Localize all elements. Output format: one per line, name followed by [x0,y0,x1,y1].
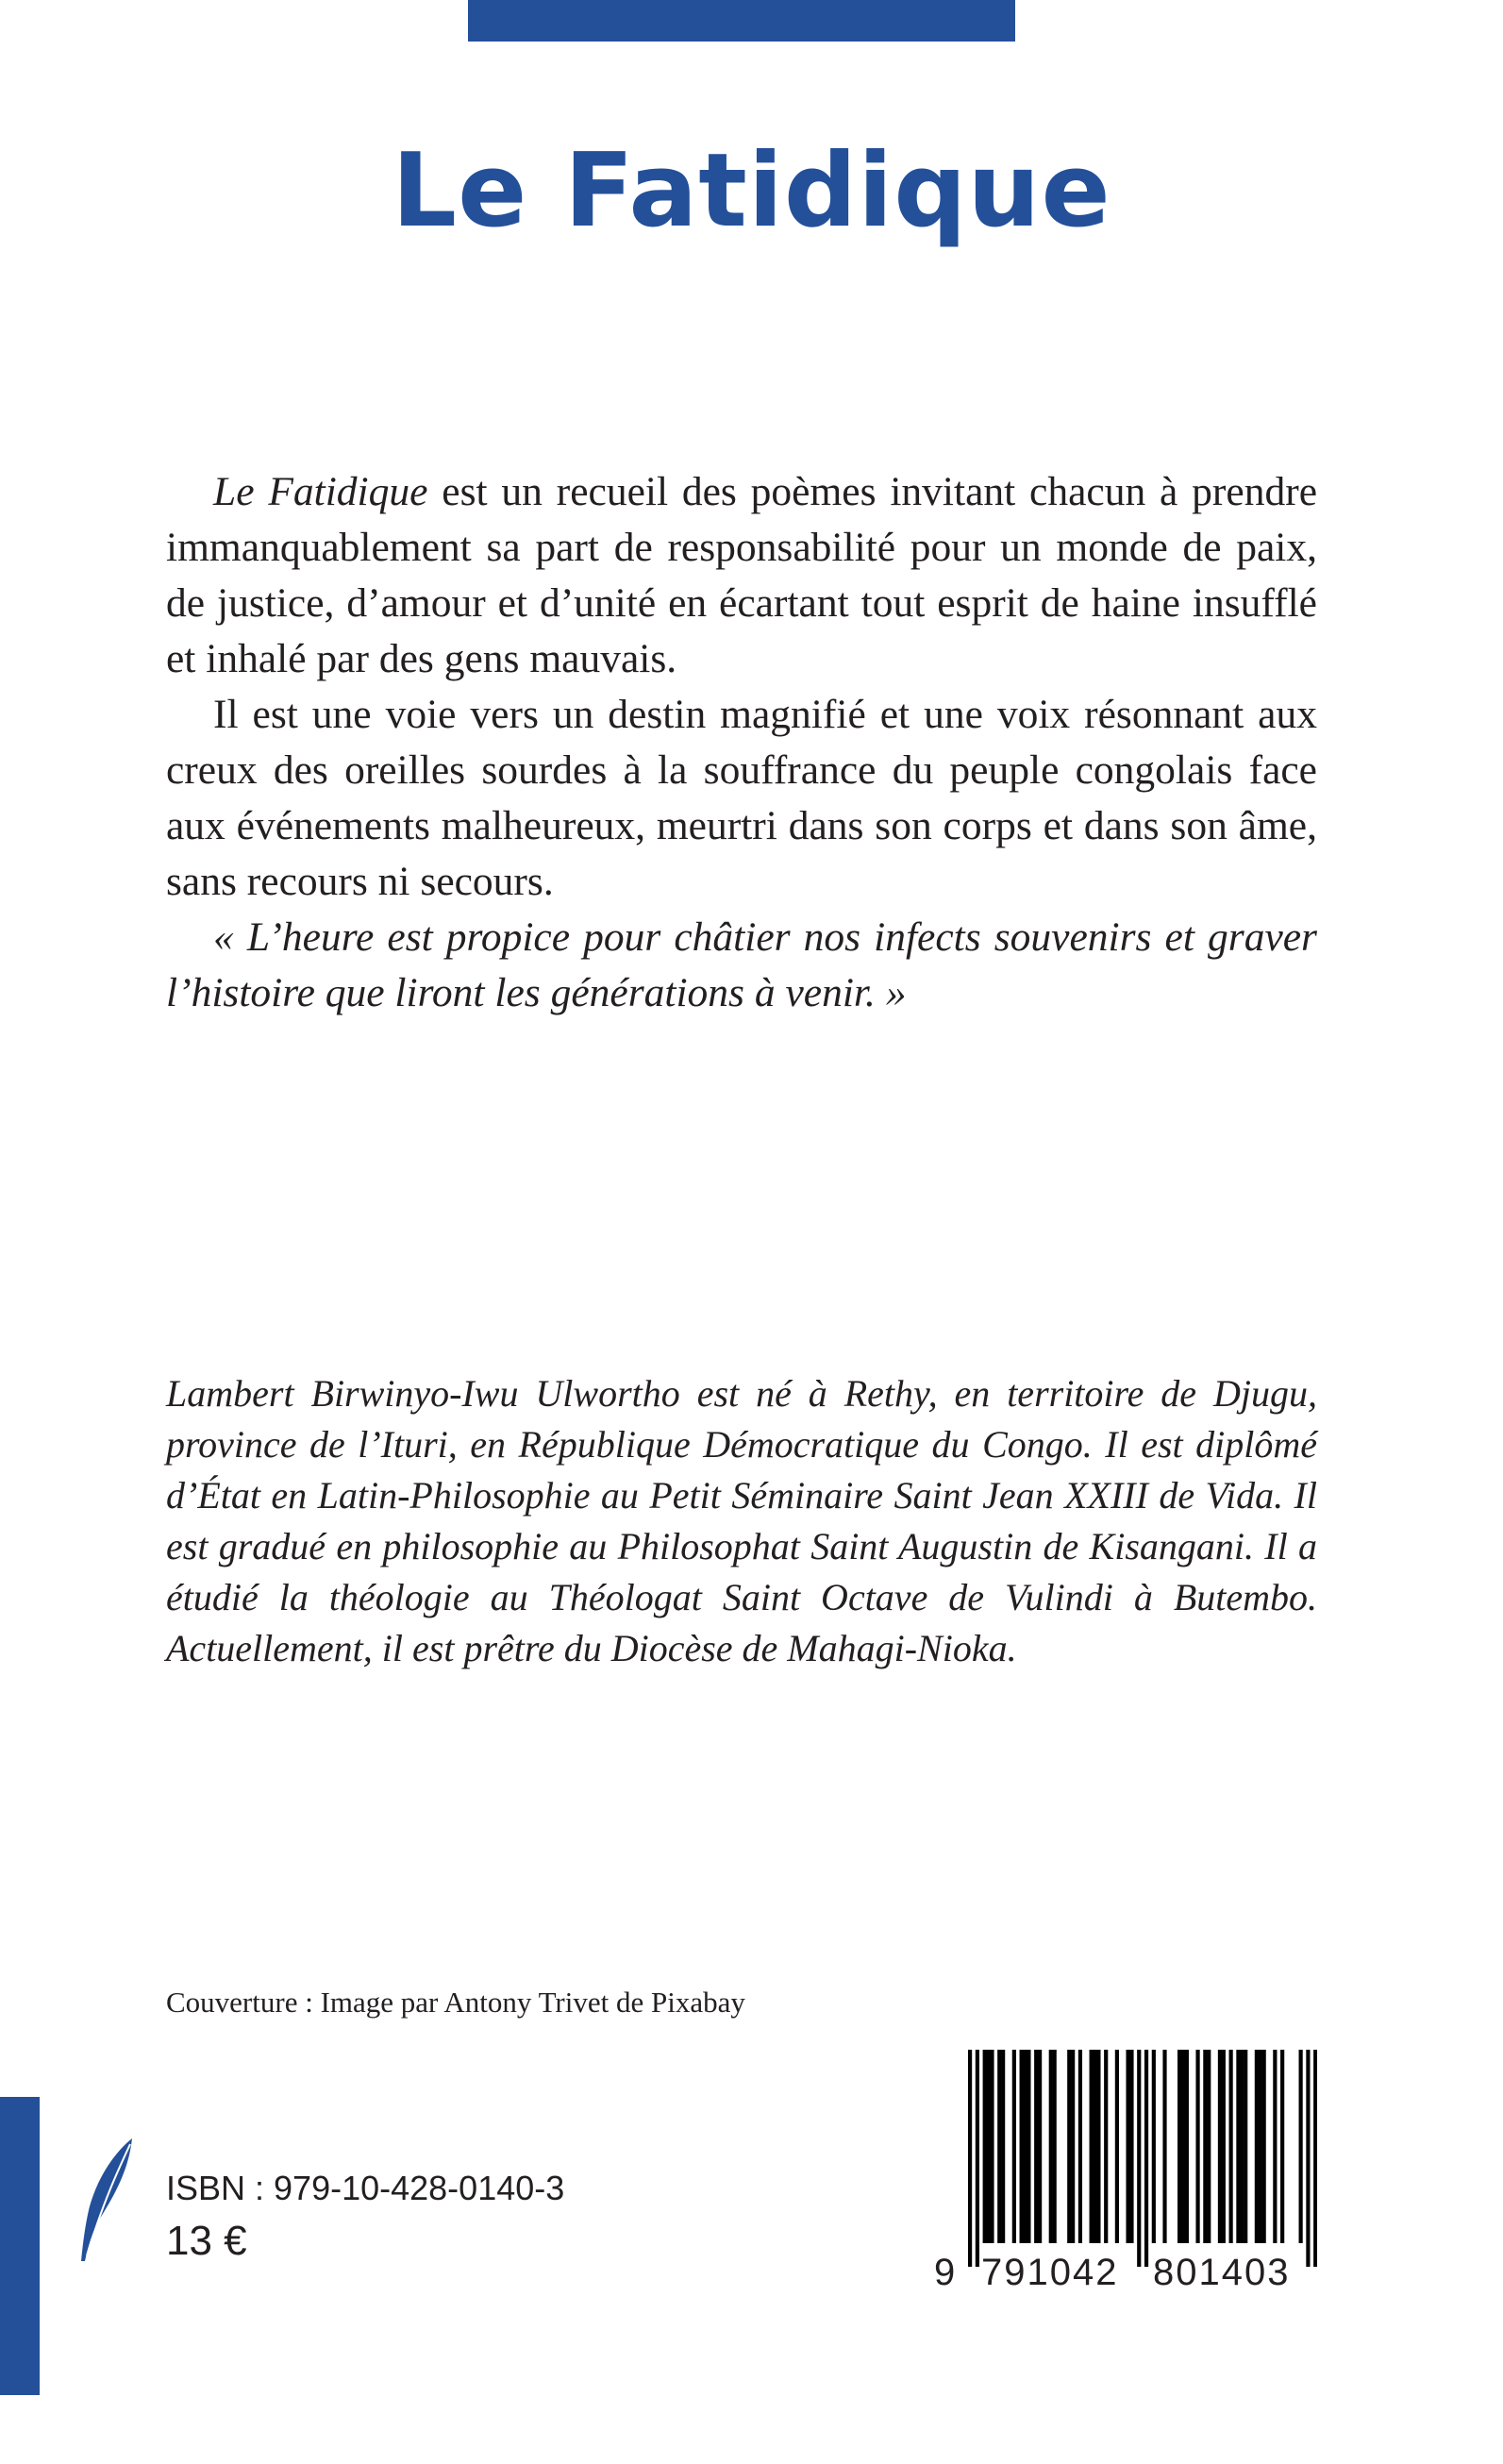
summary-paragraph-1 [166,464,1317,687]
barcode-bar [986,2050,990,2243]
barcode-bar [1096,2050,1100,2243]
barcode-guard-bar [1137,2050,1141,2267]
quill-icon [75,2135,142,2267]
barcode-bar [1020,2050,1024,2243]
barcode-guard-bar [1144,2050,1148,2267]
barcode-bar [1236,2050,1240,2243]
barcode-bar [990,2050,994,2243]
barcode-bar [1067,2050,1071,2243]
book-title: Le Fatidique [392,132,1111,250]
barcode-bar [1207,2050,1211,2243]
summary-quote: « L’heure est propice pour châtier nos infects souvenirs et graver l’histoire que liront les générations à venir. » [166,914,1317,1015]
summary-paragraph-1-text: est un recueil des poèmes invitant chacun à prendre immanquablement sa part de responsabilité pour un monde de paix, de justice, d’amour et d’unité en écartant tout esprit de haine insufflé et inhalé par des gens mauvais. [166,469,1317,681]
barcode-bar [1049,2050,1053,2243]
barcode-bar [1001,2050,1005,2243]
barcode-bar [1104,2050,1108,2243]
barcode-bar [1222,2050,1226,2243]
barcode-bar [997,2050,1001,2243]
barcode-guard-bar [1313,2050,1317,2267]
barcode-bar [1280,2050,1284,2243]
barcode-left-group: 791042 [981,2252,1119,2293]
barcode-bar [1181,2050,1185,2243]
barcode-first-digit: 9 [934,2252,956,2293]
price-label: 13 € [166,2218,247,2264]
barcode-bar [1185,2050,1189,2243]
cover-credit: Couverture : Image par Antony Trivet de Pixabay [166,1986,745,2019]
barcode-bar [1012,2050,1016,2243]
barcode-bar [1027,2050,1030,2243]
barcode-guard-bar [976,2050,979,2267]
barcode-bar [1218,2050,1222,2243]
barcode [934,2050,1328,2297]
barcode-bar [1071,2050,1075,2243]
barcode-bars [968,2050,1317,2267]
barcode-bar [1093,2050,1096,2243]
barcode-bar [1255,2050,1259,2243]
book-summary [166,464,1317,1021]
barcode-bar [1126,2050,1129,2243]
barcode-bar [1038,2050,1042,2243]
isbn-label: ISBN : 979-10-428-0140-3 [166,2169,565,2207]
barcode-bar [1244,2050,1247,2243]
barcode-bar [983,2050,987,2243]
barcode-bar [1090,2050,1094,2243]
barcode-bar [1195,2050,1199,2243]
barcode-bar [1273,2050,1277,2243]
barcode-bar [1078,2050,1082,2243]
top-accent-bar [468,0,1015,42]
barcode-bar [1053,2050,1057,2243]
barcode-bar [1162,2050,1166,2243]
barcode-bar [1129,2050,1133,2243]
barcode-digits [934,2252,1328,2464]
barcode-bar [1203,2050,1207,2243]
side-accent-bar [0,2097,40,2395]
barcode-guard-bar [1306,2050,1310,2267]
barcode-guard-bar [968,2050,972,2267]
barcode-bar [1240,2050,1244,2243]
barcode-bar [1177,2050,1181,2243]
author-bio: Lambert Birwinyo-Iwu Ulwortho est né à Rethy, en territoire de Djugu, province de l’Ituri, en République Démocratique du Congo. Il est diplômé d’État en Latin-Philosophie au Petit Séminaire Saint Jean XXIII de Vida. Il est gradué en philosophie au Philosophat Saint Augustin de Kisangani. Il a étudié la théologie au Théologat Saint Octave de Vulindi à Butembo. Actuellement, il est prêtre du Diocèse de Mahagi-Nioka. [166,1372,1317,1669]
summary-paragraph-2: Il est une voie vers un destin magnifié et une voix résonnant aux creux des oreilles sourdes à la souffrance du peuple congolais face aux événements malheureux, meurtri dans son corps et dans son âme, sans recours ni secours. [166,692,1317,904]
barcode-bar [1229,2050,1233,2243]
barcode-bar [1115,2050,1119,2243]
barcode-bar [1299,2050,1303,2243]
barcode-bar [1023,2050,1027,2243]
barcode-bar [1259,2050,1262,2243]
summary-book-title: Le Fatidique [213,469,428,514]
barcode-bar [1034,2050,1038,2243]
barcode-bar [1262,2050,1266,2243]
barcode-bar [1152,2050,1156,2243]
barcode-right-group: 801403 [1153,2252,1291,2293]
